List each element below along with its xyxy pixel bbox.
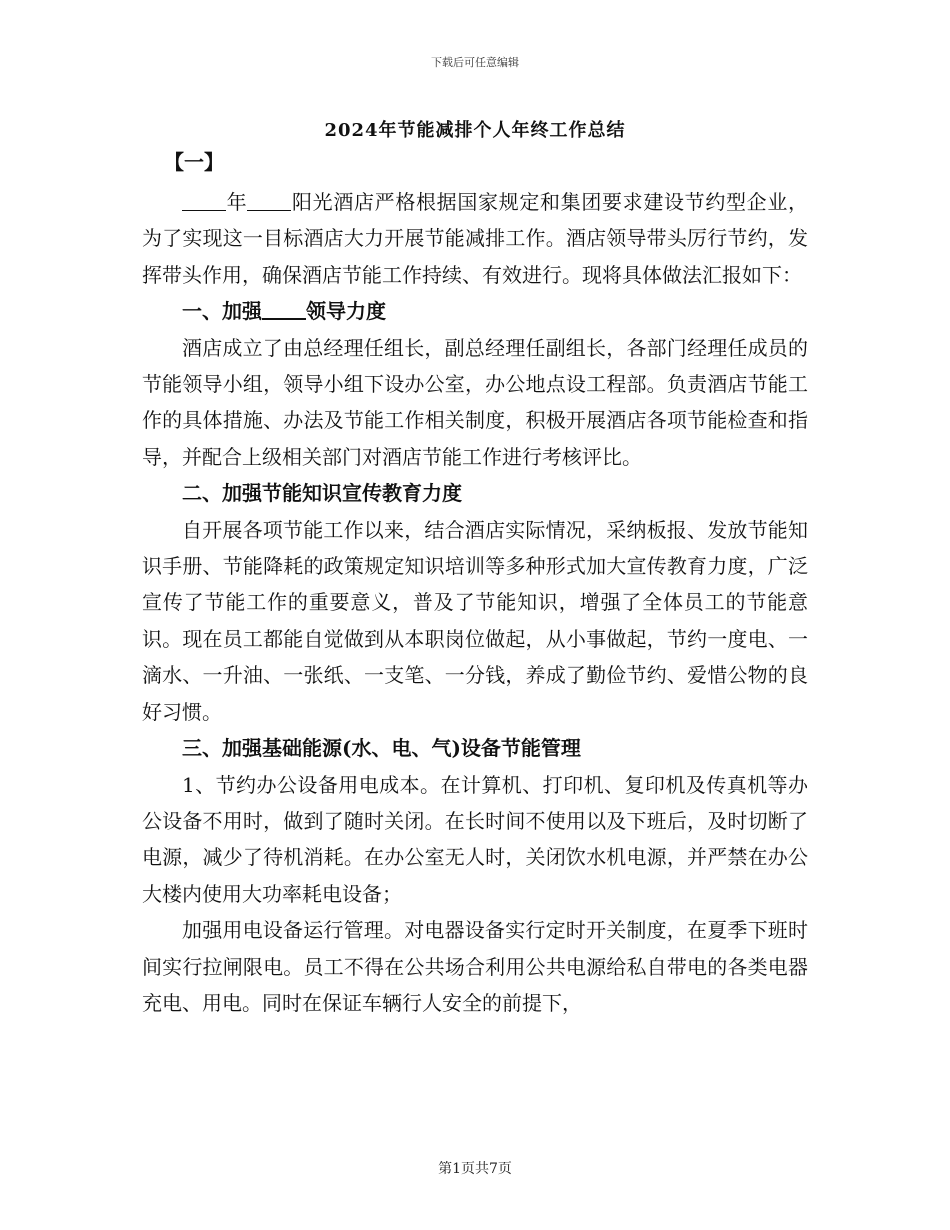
intro-year-word: 年 <box>226 190 248 214</box>
blank-line <box>247 192 291 211</box>
section-3-paragraph-1: 1、节约办公设备用电成本。在计算机、打印机、复印机及传真机等办公设备不用时，做到了随时关闭。在长时间不使用以及下班后，及时切断了电源，减少了待机消耗。在办公室无人时，关闭饮水机电源，并严禁在办公大楼内使用大功率耗电设备； <box>142 772 808 906</box>
blank-line <box>182 192 226 211</box>
blank-line <box>262 300 306 320</box>
section-3-heading: 三、加强基础能源(水、电、气)设备节能管理 <box>182 736 581 761</box>
intro-paragraph <box>142 184 808 293</box>
section-1-paragraph: 酒店成立了由总经理任组长，副总经理任副组长，各部门经理任成员的节能领导小组，领导小组下设办公室，办公地点设工程部。负责酒店节能工作的具体措施、办法及节能工作相关制度，积极开展酒店各项节能检查和指导，并配合上级相关部门对酒店节能工作进行考核评比。 <box>142 335 808 469</box>
section-1-heading <box>142 293 808 329</box>
section-marker: 【一】 <box>164 150 224 174</box>
intro-text: 阳光酒店严格根据国家规定和集团要求建设节约型企业，为了实现这一目标酒店大力开展节能减排工作。酒店领导带头厉行节约，发挥带头作用，确保酒店节能工作持续、有效进行。现将具体做法汇报如下： <box>142 190 809 287</box>
section-3-paragraph-2: 加强用电设备运行管理。对电器设备实行定时开关制度，在夏季下班时间实行拉闸限电。员工不得在公共场合利用公共电源给私自带电的各类电器充电、用电。同时在保证车辆行人安全的前提下， <box>142 918 808 1015</box>
section-1-heading-after: 领导力度 <box>306 299 386 324</box>
section-2-heading: 二、加强节能知识宣传教育力度 <box>182 481 462 506</box>
document-title: 2024年节能减排个人年终工作总结 <box>324 120 626 141</box>
document-body <box>142 150 808 1021</box>
section-1-heading-before: 一、加强 <box>182 299 262 324</box>
header-note: 下载后可任意编辑 <box>431 56 519 69</box>
section-2-paragraph: 自开展各项节能工作以来，结合酒店实际情况，采纳板报、发放节能知识手册、节能降耗的政策规定知识培训等多种形式加大宣传教育力度，广泛宣传了节能工作的重要意义，普及了节能知识，增强了全体员工的节能意识。现在员工都能自觉做到从本职岗位做起，从小事做起，节约一度电、一滴水、一升油、一张纸、一支笔、一分钱，养成了勤俭节约、爱惜公物的良好习惯。 <box>142 517 808 724</box>
page-footer: 第1页共7页 <box>438 1161 512 1177</box>
